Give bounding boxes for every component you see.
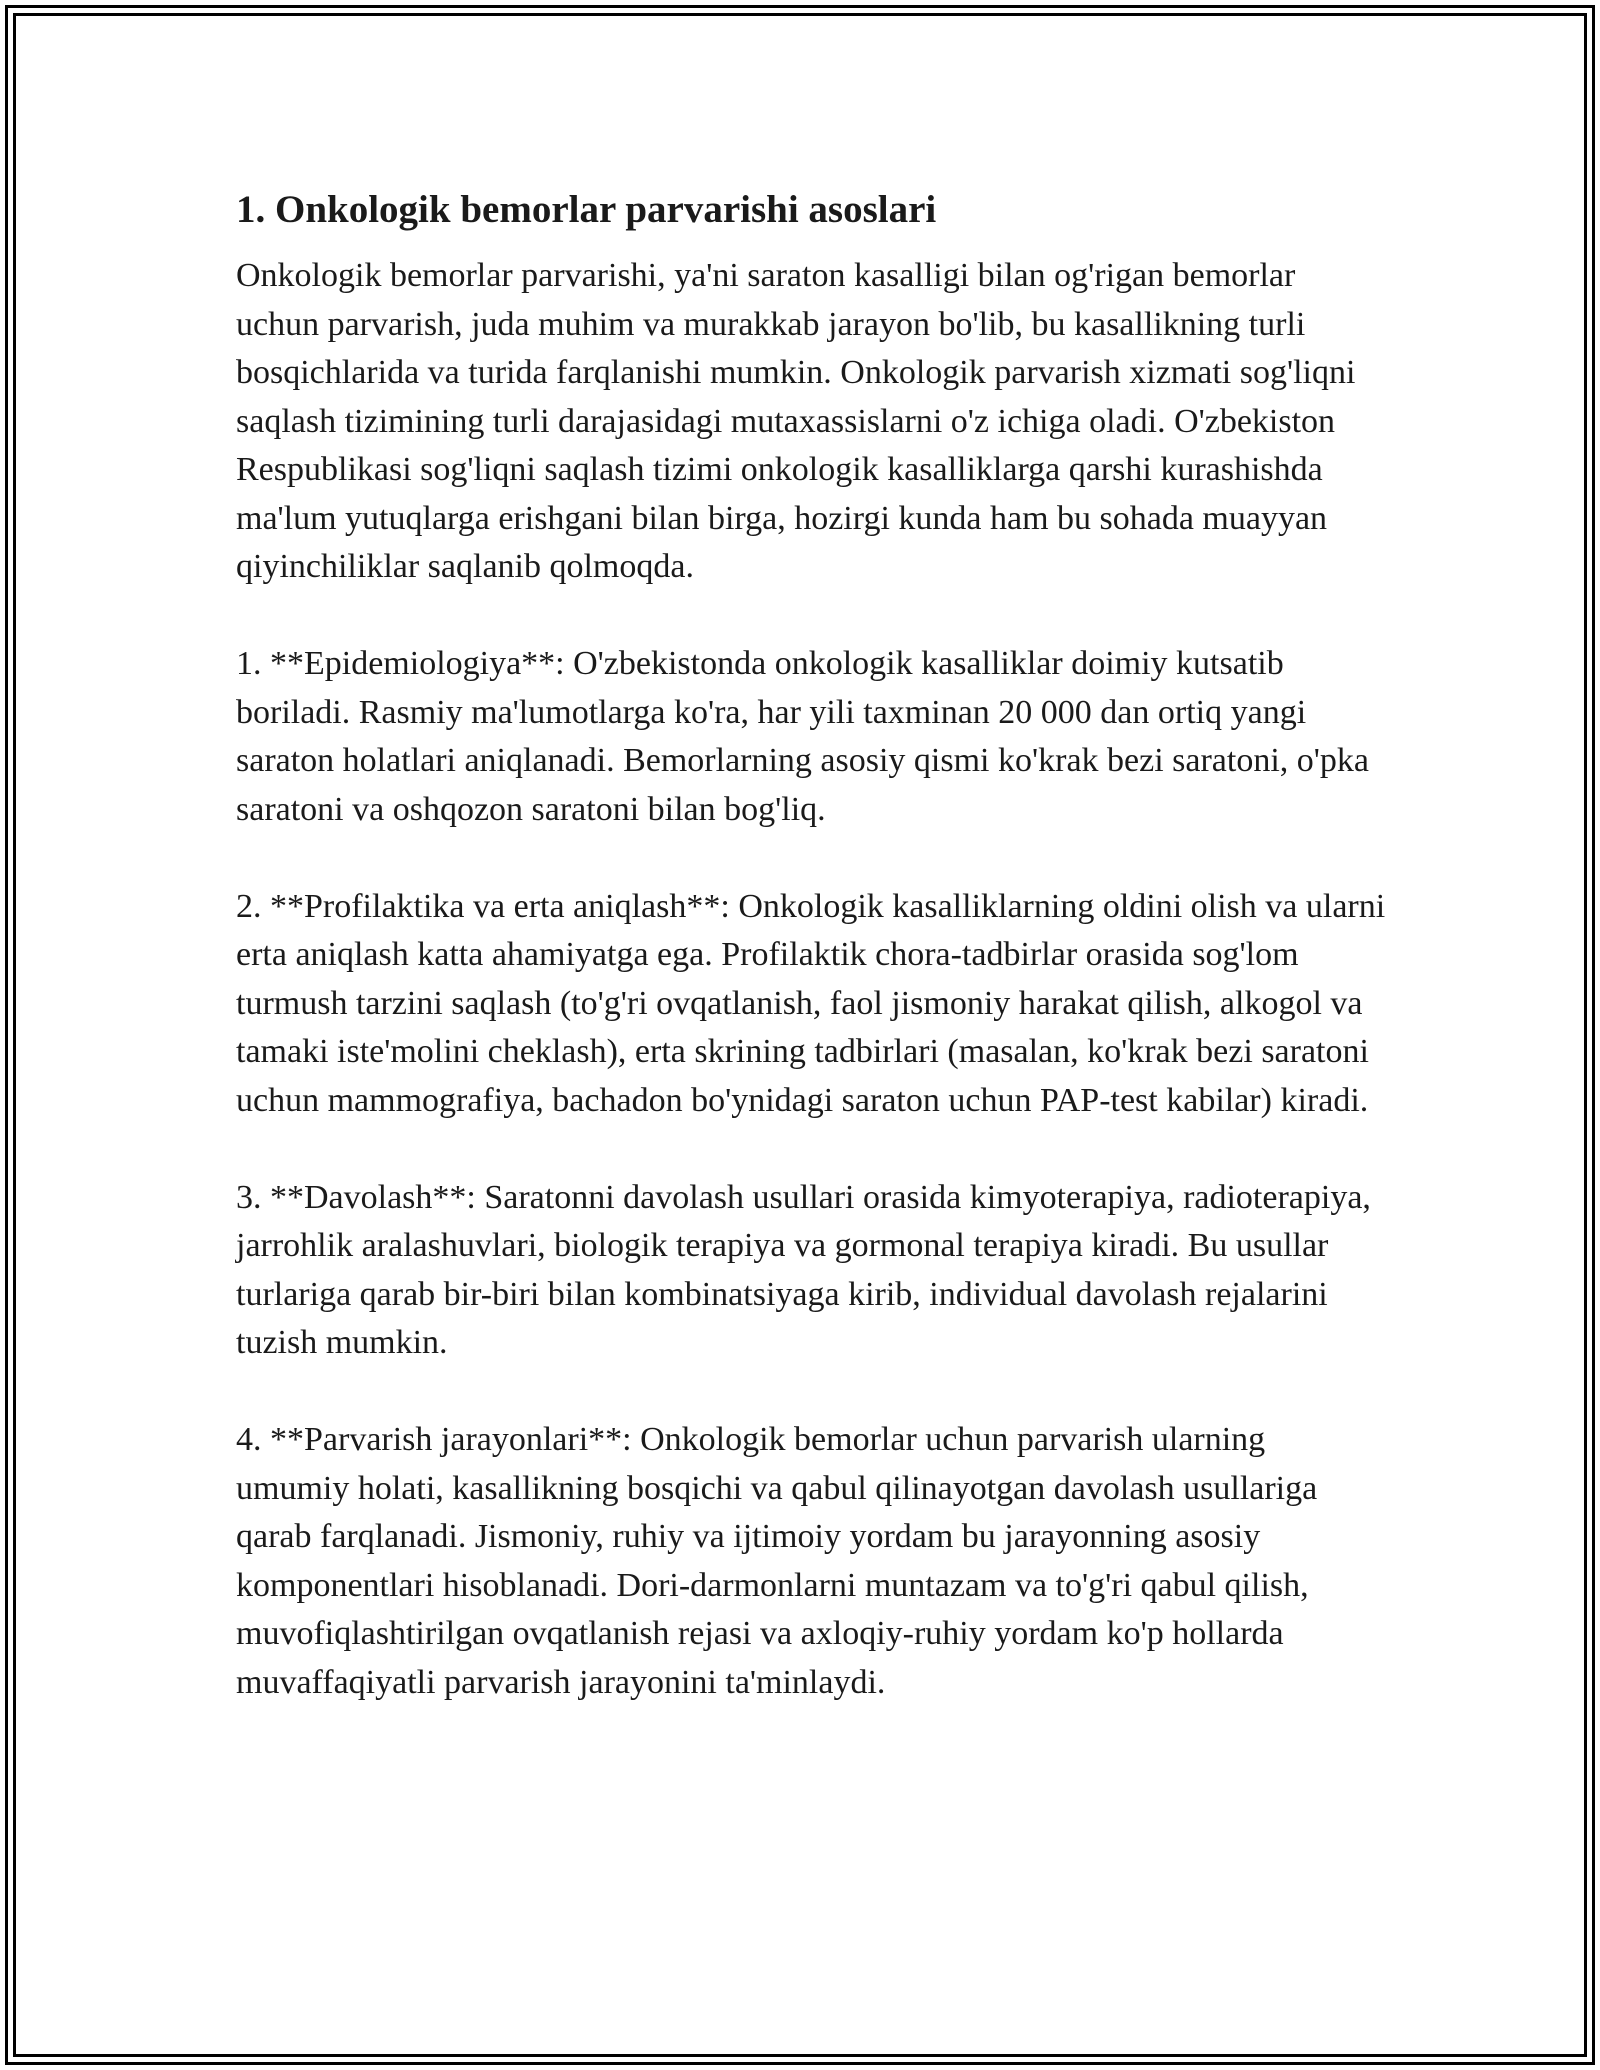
intro-paragraph: Onkologik bemorlar parvarishi, ya'ni saraton kasalligi bilan og'rigan bemorlar uchun parvarish, juda muhim va murakkab jarayon bo'lib, bu kasallikning turli bosqichlarida va turida farqlanishi mumkin. Onkologik parvarish xizmati sog'liqni saqlash tizimining turli darajasidagi mutaxassislarni o'z ichiga oladi. O'zbekiston Respublikasi sog'liqni saqlash tizimi onkologik kasalliklarga qarshi kurashishda ma'lum yutuqlarga erishgani bilan birga, hozirgi kunda ham bu sohada muayyan qiyinchiliklar saqlanib qolmoqda.	[236, 257, 1356, 585]
care-process-paragraph: 4. **Parvarish jarayonlari**: Onkologik bemorlar uchun parvarish ularning umumiy holati, kasallikning bosqichi va qabul qilinayotgan davolash usullariga qarab farqlanadi. Jismoniy, ruhiy va ijtimoiy yordam bu jarayonning asosiy komponentlari hisoblanadi. Dori-darmonlarni muntazam va to'g'ri qabul qilish, muvofiqlashtirilgan ovqatlanish rejasi va axloqiy-ruhiy yordam ko'p hollarda muvaffaqiyatli parvarish jarayonini ta'minlaydi.	[236, 1421, 1318, 1701]
section-title: 1. Onkologik bemorlar parvarishi asoslari	[236, 188, 937, 231]
document-body	[236, 186, 1386, 1756]
treatment-paragraph: 3. **Davolash**: Saratonni davolash usullari orasida kimyoterapiya, radioterapiya, jarrohlik aralashuvlari, biologik terapiya va gormonal terapiya kiradi. Bu usullar turlariga qarab bir-biri bilan kombinatsiyaga kirib, individual davolash rejalarini tuzish mumkin.	[236, 1178, 1371, 1361]
prevention-paragraph: 2. **Profilaktika va erta aniqlash**: Onkologik kasalliklarning oldini olish va ularni erta aniqlash katta ahamiyatga ega. Profilaktik chora-tadbirlar orasida sog'lom turmush tarzini saqlash (to'g'ri ovqatlanish, faol jismoniy harakat qilish, alkogol va tamaki iste'molini cheklash), erta skrining tadbirlari (masalan, ko'krak bezi saratoni uchun mammografiya, bachadon bo'ynidagi saraton uchun PAP-test kabilar) kiradi.	[236, 887, 1386, 1119]
epidemiology-paragraph: 1. **Epidemiologiya**: O'zbekistonda onkologik kasalliklar doimiy kutsatib boriladi. Rasmiy ma'lumotlarga ko'ra, har yili taxminan 20 000 dan ortiq yangi saraton holatlari aniqlanadi. Bemorlarning asosiy qismi ko'krak bezi saratoni, o'pka saratoni va oshqozon saratoni bilan bog'liq.	[236, 645, 1370, 828]
